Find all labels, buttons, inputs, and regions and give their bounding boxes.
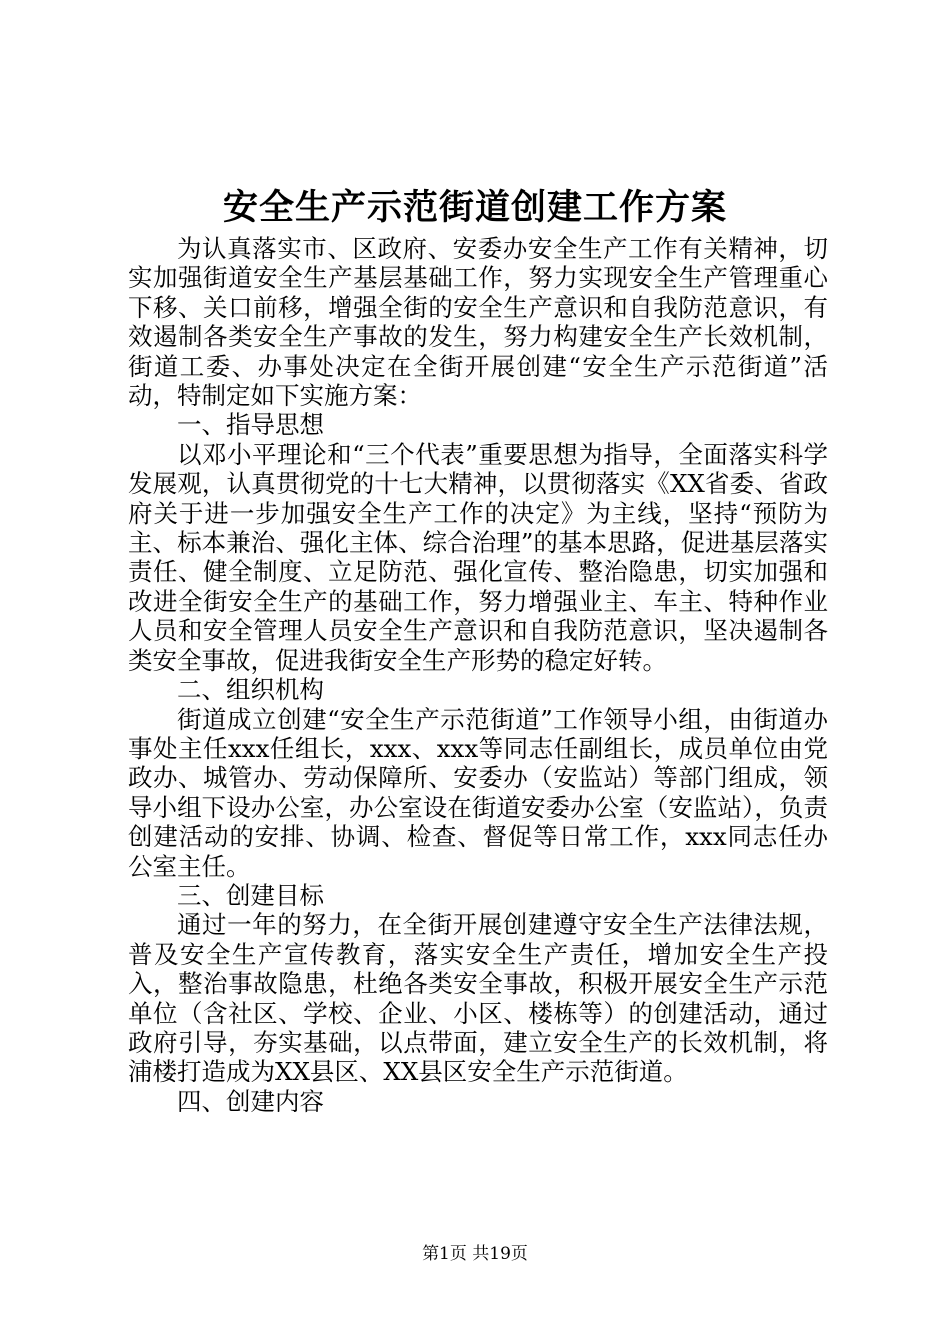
section-heading-organization: 二、组织机构	[177, 675, 324, 705]
goals-paragraph: 通过一年的努力，在全街开展创建遵守安全生产法律法规，普及安全生产宣传教育，落实安全生产责任，增加安全生产投入，整治事故隐患，杜绝各类安全事故，积极开展安全生产示范单位（含社区、学校、企业、小区、楼栋等）的创建活动，通过政府引导，夯实基础，以点带面，建立安全生产的长效机制，将浦楼打造成为XX县区、XX县区安全生产示范街道。	[128, 910, 828, 1087]
section-heading-content: 四、创建内容	[177, 1086, 324, 1116]
section-heading-guiding-ideology: 一、指导思想	[177, 410, 324, 440]
intro-paragraph: 为认真落实市、区政府、安委办安全生产工作有关精神，切实加强街道安全生产基层基础工作，努力实现安全生产管理重心下移、关口前移，增强全街的安全生产意识和自我防范意识，有效遏制各类安全生产事故的发生，努力构建安全生产长效机制，街道工委、办事处决定在全街开展创建“安全生产示范街道”活动，特制定如下实施方案：	[128, 234, 828, 411]
page-number-footer: 第1页 共19页	[422, 1244, 528, 1264]
organization-paragraph: 街道成立创建“安全生产示范街道”工作领导小组，由街道办事处主任xxx任组长，xxx、xxx等同志任副组长，成员单位由党政办、城管办、劳动保障所、安委办（安监站）等部门组成，领导小组下设办公室，办公室设在街道安委办公室（安监站），负责创建活动的安排、协调、检查、督促等日常工作，xxx同志任办公室主任。	[128, 704, 828, 881]
document-body	[128, 234, 828, 1116]
document-title: 安全生产示范街道创建工作方案	[222, 187, 727, 228]
guiding-ideology-paragraph: 以邓小平理论和“三个代表”重要思想为指导，全面落实科学发展观，认真贯彻党的十七大精神，以贯彻落实《XX省委、省政府关于进一步加强安全生产工作的决定》为主线，坚持“预防为主、标本兼治、强化主体、综合治理”的基本思路，促进基层落实责任、健全制度、立足防范、强化宣传、整治隐患，切实加强和改进全街安全生产的基础工作，努力增强业主、车主、特种作业人员和安全管理人员安全生产意识和自我防范意识，坚决遏制各类安全事故，促进我街安全生产形势的稳定好转。	[128, 439, 828, 675]
section-heading-goals: 三、创建目标	[177, 880, 324, 910]
